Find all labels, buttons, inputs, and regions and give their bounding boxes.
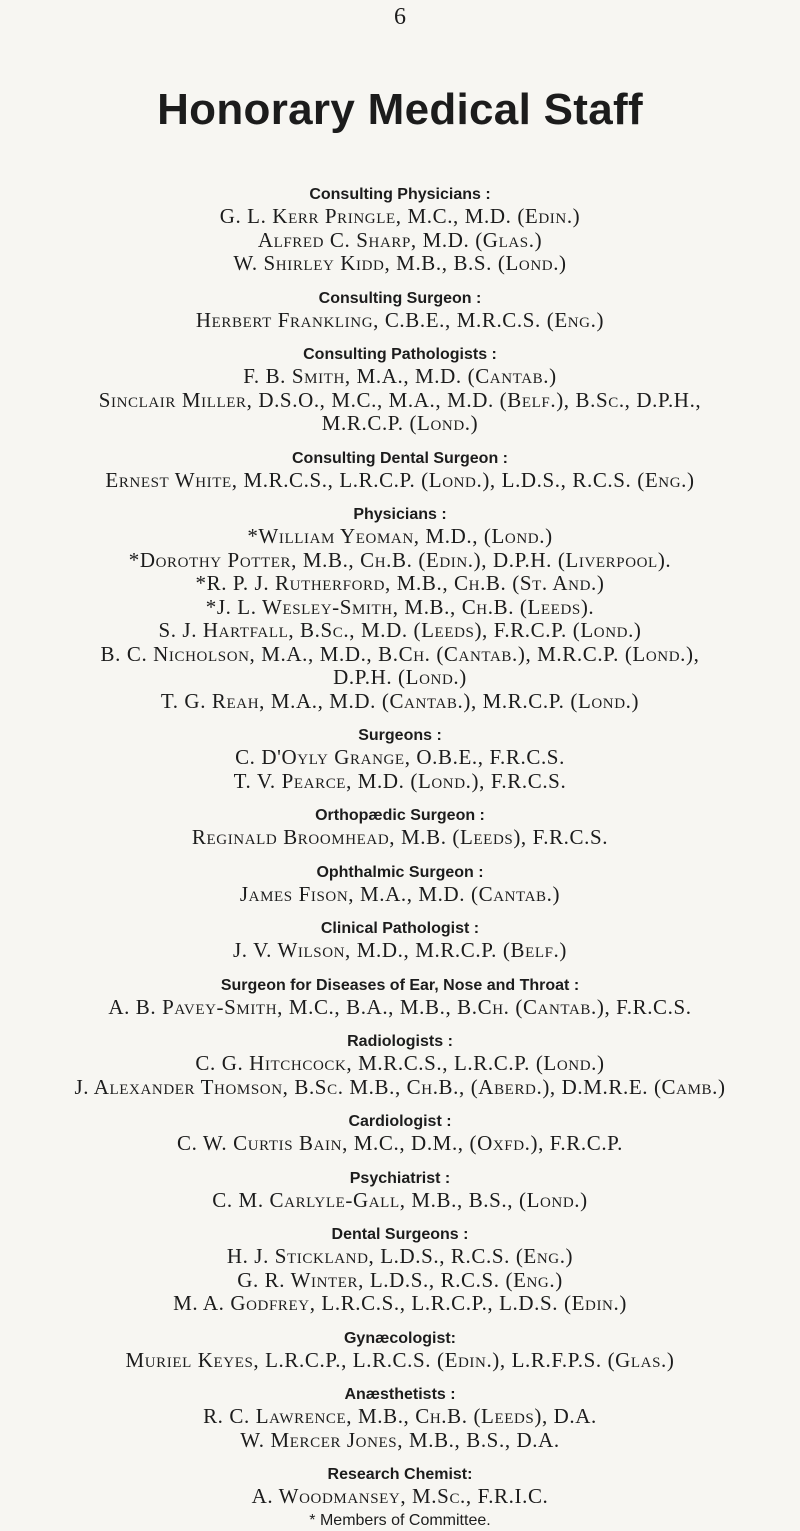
staff-entry: T. V. Pearce, M.D. (Lond.), F.R.C.S. xyxy=(233,768,567,793)
section-heading: Ophthalmic Surgeon : xyxy=(316,863,484,881)
staff-entry: C. G. Hitchcock, M.R.C.S., L.R.C.P. (Lond.) xyxy=(195,1051,605,1075)
section-heading: Gynæcologist: xyxy=(343,1329,456,1347)
staff-entry: G. L. Kerr Pringle, M.C., M.D. (Edin.) xyxy=(219,204,581,228)
section-heading: Cardiologist : xyxy=(348,1113,452,1130)
staff-entry: M. A. Godfrey, L.R.C.S., L.R.C.P., L.D.S. (Edin.) xyxy=(173,1291,627,1315)
staff-entry: *R. P. J. Rutherford, M.B., Ch.B. (St. And.) xyxy=(195,571,605,595)
staff-entry: C. W. Curtis Bain, M.C., D.M., (Oxfd.), F.R.C.P. xyxy=(177,1131,623,1155)
staff-entry: W. Mercer Jones, M.B., B.S., D.A. xyxy=(240,1427,560,1452)
staff-section xyxy=(20,449,780,493)
page-title: Honorary Medical Staff xyxy=(157,85,643,134)
staff-entry: H. J. Stickland, L.D.S., R.C.S. (Eng.) xyxy=(226,1244,574,1268)
staff-section xyxy=(20,976,780,1020)
staff-section xyxy=(20,863,780,907)
section-heading: Physicians : xyxy=(353,506,447,523)
staff-entry: D.P.H. (Lond.) xyxy=(333,665,467,689)
staff-entry: T. G. Reah, M.A., M.D. (Cantab.), M.R.C.P. (Lond.) xyxy=(160,688,640,713)
staff-entry: Muriel Keyes, L.R.C.P., L.R.C.S. (Edin.), L.R.F.P.S. (Glas.) xyxy=(125,1347,675,1372)
staff-entry: Ernest White, M.R.C.S., L.R.C.P. (Lond.), L.D.S., R.C.S. (Eng.) xyxy=(105,467,695,492)
staff-entry: J. Alexander Thomson, B.Sc. M.B., Ch.B., (Aberd.), D.M.R.E. (Camb.) xyxy=(74,1074,726,1099)
staff-entry: B. C. Nicholson, M.A., M.D., B.Ch. (Cantab.), M.R.C.P. (Lond.), xyxy=(100,641,700,666)
section-heading: Consulting Pathologists : xyxy=(303,346,497,363)
staff-section xyxy=(20,1385,780,1452)
staff-list xyxy=(20,185,780,1531)
staff-section xyxy=(20,1329,780,1373)
page-number: 6 xyxy=(394,4,406,30)
staff-section xyxy=(20,345,780,436)
staff-entry: J. V. Wilson, M.D., M.R.C.P. (Belf.) xyxy=(233,938,567,962)
section-heading: Radiologists : xyxy=(347,1033,453,1050)
section-heading: Dental Surgeons : xyxy=(331,1226,469,1243)
staff-entry: F. B. Smith, M.A., M.D. (Cantab.) xyxy=(243,364,557,388)
staff-entry: C. M. Carlyle-Gall, M.B., B.S., (Lond.) xyxy=(212,1187,588,1212)
footnote: * Members of Committee. xyxy=(309,1511,491,1529)
staff-entry: G. R. Winter, L.D.S., R.C.S. (Eng.) xyxy=(237,1267,563,1292)
staff-section xyxy=(20,185,780,276)
section-heading: Surgeon for Diseases of Ear, Nose and Throat : xyxy=(220,976,580,994)
staff-entry: Herbert Frankling, C.B.E., M.R.C.S. (Eng.) xyxy=(195,307,605,332)
staff-section xyxy=(20,726,780,793)
staff-entry: Alfred C. Sharp, M.D. (Glas.) xyxy=(257,227,543,252)
staff-section xyxy=(20,289,780,333)
staff-entry: *J. L. Wesley-Smith, M.B., Ch.B. (Leeds). xyxy=(205,594,595,619)
section-heading: Research Chemist: xyxy=(327,1466,473,1483)
staff-section xyxy=(20,1032,780,1099)
staff-entry: S. J. Hartfall, B.Sc., M.D. (Leeds), F.R.C.P. (Lond.) xyxy=(158,618,642,642)
staff-entry: Sinclair Miller, D.S.O., M.C., M.A., M.D. (Belf.), B.Sc., D.P.H., xyxy=(98,387,702,412)
section-heading: Consulting Physicians : xyxy=(309,186,491,203)
staff-entry: *William Yeoman, M.D., (Lond.) xyxy=(247,524,553,548)
staff-entry: A. Woodmansey, M.Sc., F.R.I.C. xyxy=(251,1484,549,1508)
staff-entry: W. Shirley Kidd, M.B., B.S. (Lond.) xyxy=(233,251,567,275)
staff-section xyxy=(20,1169,780,1213)
section-heading: Psychiatrist : xyxy=(349,1169,451,1187)
staff-entry: *Dorothy Potter, M.B., Ch.B. (Edin.), D.P.H. (Liverpool). xyxy=(128,547,672,572)
staff-section xyxy=(20,1465,780,1509)
staff-entry: Reginald Broomhead, M.B. (Leeds), F.R.C.S. xyxy=(191,825,609,849)
staff-entry: James Fison, M.A., M.D. (Cantab.) xyxy=(239,881,561,906)
section-heading: Consulting Surgeon : xyxy=(318,289,482,307)
section-heading: Clinical Pathologist : xyxy=(320,920,480,937)
section-heading: Anæsthetists : xyxy=(344,1386,456,1403)
staff-section xyxy=(20,806,780,850)
section-heading: Orthopædic Surgeon : xyxy=(315,807,485,824)
staff-entry: A. B. Pavey-Smith, M.C., B.A., M.B., B.Ch. (Cantab.), F.R.C.S. xyxy=(108,994,692,1019)
staff-section xyxy=(20,1112,780,1156)
staff-section xyxy=(20,1225,780,1316)
section-heading: Consulting Dental Surgeon : xyxy=(292,449,508,467)
staff-section xyxy=(20,505,780,713)
section-heading: Surgeons : xyxy=(358,727,442,744)
staff-section xyxy=(20,919,780,963)
staff-entry: M.R.C.P. (Lond.) xyxy=(321,411,479,435)
staff-entry: C. D'Oyly Grange, O.B.E., F.R.C.S. xyxy=(235,745,565,769)
staff-entry: R. C. Lawrence, M.B., Ch.B. (Leeds), D.A. xyxy=(203,1404,597,1428)
